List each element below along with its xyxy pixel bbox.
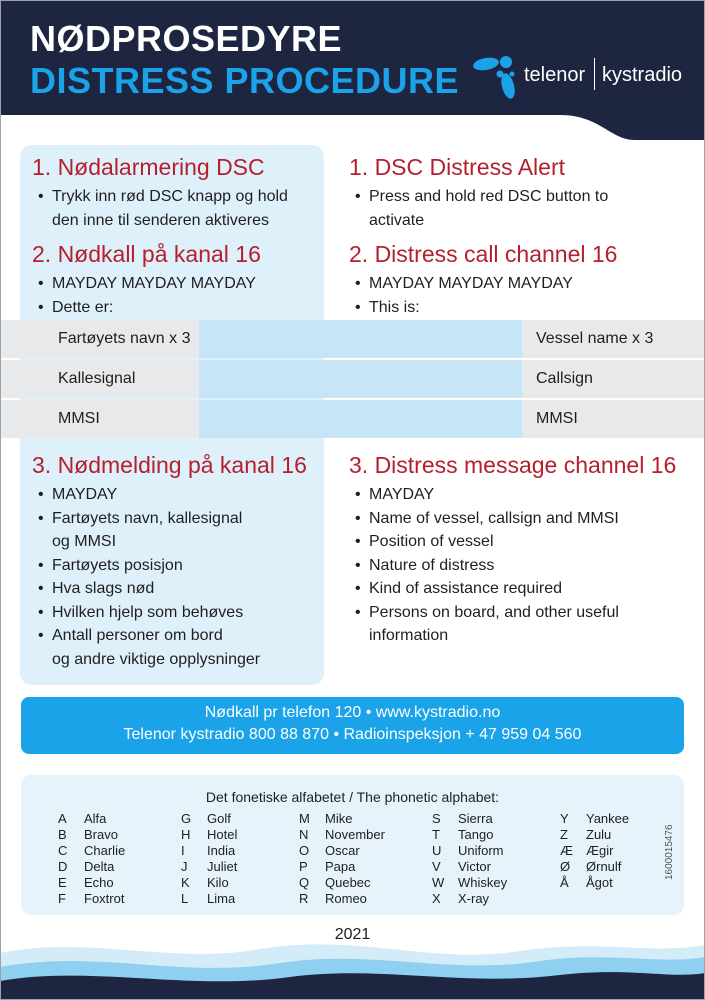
no-s3-bullet: • Fartøyets navn, kallesignal bbox=[32, 507, 307, 531]
phonetic-letter: Y bbox=[560, 811, 569, 826]
en-section-3-heading: 3. Distress message channel 16 bbox=[349, 452, 677, 478]
phonetic-letter: L bbox=[181, 891, 189, 906]
no-section-1-heading: 1. Nødalarmering DSC bbox=[32, 154, 265, 180]
phonetic-word: Ægir bbox=[586, 843, 614, 858]
phonetic-letter: I bbox=[181, 843, 185, 858]
en-s3-bullet: • Position of vessel bbox=[349, 530, 676, 554]
phonetic-letter: J bbox=[181, 859, 188, 874]
phonetic-word: Delta bbox=[84, 859, 115, 874]
no-section-3-heading: 3. Nødmelding på kanal 16 bbox=[32, 452, 307, 478]
phonetic-word: Juliet bbox=[207, 859, 238, 874]
call-table-label-no: Fartøyets navn x 3 bbox=[58, 330, 191, 347]
year: 2021 bbox=[334, 926, 371, 943]
en-s2-bullet: • MAYDAY MAYDAY MAYDAY bbox=[349, 272, 617, 296]
brand-name: telenor bbox=[524, 64, 586, 86]
phonetic-letter: X bbox=[432, 891, 441, 906]
call-table-label-no: MMSI bbox=[58, 410, 100, 427]
phonetic-letter: A bbox=[58, 811, 67, 826]
call-table-label-no: Kallesignal bbox=[58, 370, 136, 387]
phonetic-word: Ørnulf bbox=[586, 859, 622, 874]
en-s1-bullet: • Press and hold red DSC button to bbox=[349, 185, 608, 209]
phonetic-letter: N bbox=[299, 827, 309, 842]
en-section-1-heading: 1. DSC Distress Alert bbox=[349, 154, 565, 180]
phonetic-word: Echo bbox=[84, 875, 114, 890]
phonetic-letter: T bbox=[432, 827, 440, 842]
phonetic-word: Yankee bbox=[586, 811, 630, 826]
phonetic-word: Tango bbox=[458, 827, 494, 842]
phonetic-letter: D bbox=[58, 859, 68, 874]
en-s3-bullet: • Kind of assistance required bbox=[349, 577, 676, 601]
phonetic-word: X-ray bbox=[458, 891, 490, 906]
en-s2-bullet: • This is: bbox=[349, 296, 617, 320]
phonetic-letter: R bbox=[299, 891, 309, 906]
phonetic-word: Quebec bbox=[325, 875, 371, 890]
phonetic-letter: Ø bbox=[560, 859, 571, 874]
no-s3-bullet: • Hva slags nød bbox=[32, 577, 307, 601]
no-section-2-heading: 2. Nødkall på kanal 16 bbox=[32, 241, 261, 267]
phonetic-letter: V bbox=[432, 859, 441, 874]
phonetic-word: November bbox=[325, 827, 385, 842]
phonetic-word: India bbox=[207, 843, 236, 858]
phonetic-word: Victor bbox=[458, 859, 491, 874]
phonetic-letter: P bbox=[299, 859, 308, 874]
title-english: DISTRESS PROCEDURE bbox=[30, 60, 460, 101]
phonetic-letter: U bbox=[432, 843, 442, 858]
phonetic-word: Uniform bbox=[458, 843, 504, 858]
contact-line-2: Telenor kystradio 800 88 870 • Radioinspeksjon + 47 959 04 560 bbox=[123, 726, 582, 743]
phonetic-word: Papa bbox=[325, 859, 356, 874]
phonetic-letter: M bbox=[299, 811, 310, 826]
no-s3-bullet-cont: og MMSI bbox=[52, 533, 117, 550]
phonetic-word: Kilo bbox=[207, 875, 229, 890]
phonetic-letter: G bbox=[181, 811, 192, 826]
phonetic-letter: O bbox=[299, 843, 310, 858]
phonetic-word: Oscar bbox=[325, 843, 360, 858]
phonetic-word: Ågot bbox=[586, 875, 613, 890]
no-s3-bullet: • Antall personer om bord bbox=[32, 624, 307, 648]
no-s2-bullet: • MAYDAY MAYDAY MAYDAY bbox=[32, 272, 261, 296]
tagline: safety at sea bbox=[613, 111, 682, 125]
phonetic-word: Bravo bbox=[84, 827, 118, 842]
phonetic-word: Hotel bbox=[207, 827, 238, 842]
phonetic-letter: Q bbox=[299, 875, 310, 890]
en-section-2-heading: 2. Distress call channel 16 bbox=[349, 241, 618, 267]
no-s3-bullet: • Hvilken hjelp som behøves bbox=[32, 601, 307, 625]
en-s3-bullet-cont: information bbox=[369, 627, 449, 644]
title-norwegian: NØDPROSEDYRE bbox=[30, 18, 343, 59]
en-s3-bullet: • Nature of distress bbox=[349, 554, 676, 578]
phonetic-word: Charlie bbox=[84, 843, 126, 858]
phonetic-word: Alfa bbox=[84, 811, 107, 826]
en-s3-bullet: • Persons on board, and other useful bbox=[349, 601, 676, 625]
phonetic-word: Mike bbox=[325, 811, 353, 826]
phonetic-letter: F bbox=[58, 891, 66, 906]
phonetic-word: Lima bbox=[207, 891, 236, 906]
phonetic-letter: W bbox=[432, 875, 445, 890]
no-s3-bullet: • Fartøyets posisjon bbox=[32, 554, 307, 578]
phonetic-word: Sierra bbox=[458, 811, 493, 826]
en-s3-bullet: • MAYDAY bbox=[349, 483, 676, 507]
phonetic-letter: S bbox=[432, 811, 441, 826]
call-table-label-en: MMSI bbox=[536, 410, 578, 427]
phonetic-letter: C bbox=[58, 843, 68, 858]
phonetic-word: Golf bbox=[207, 811, 231, 826]
call-table-label-en: Vessel name x 3 bbox=[536, 330, 654, 347]
phonetic-word: Romeo bbox=[325, 891, 367, 906]
no-s3-bullet-cont: og andre viktige opplysninger bbox=[52, 650, 261, 668]
contact-line-1: Nødkall pr telefon 120 • www.kystradio.no bbox=[204, 704, 501, 721]
call-table-label-en: Callsign bbox=[536, 370, 593, 387]
no-s1-bullet: • Trykk inn rød DSC knapp og hold bbox=[32, 185, 288, 209]
brand-product: kystradio bbox=[602, 64, 683, 86]
phonetic-word: Zulu bbox=[586, 827, 612, 842]
en-s3-bullet: • Name of vessel, callsign and MMSI bbox=[349, 507, 676, 531]
phonetic-letter: B bbox=[58, 827, 67, 842]
phonetic-letter: H bbox=[181, 827, 191, 842]
no-s1-bullet-cont: den inne til senderen aktiveres bbox=[52, 211, 270, 229]
phonetic-letter: Æ bbox=[560, 843, 573, 858]
phonetic-word: Whiskey bbox=[458, 875, 508, 890]
no-s2-bullet: • Dette er: bbox=[32, 296, 261, 320]
phonetic-letter: K bbox=[181, 875, 190, 890]
phonetic-alphabet-title: Det fonetiske alfabetet / The phonetic alphabet: bbox=[205, 789, 500, 805]
phonetic-letter: Z bbox=[560, 827, 568, 842]
en-s1-bullet-cont: activate bbox=[369, 211, 425, 229]
phonetic-letter: Å bbox=[560, 875, 569, 890]
phonetic-word: Foxtrot bbox=[84, 891, 125, 906]
no-s3-bullet: • MAYDAY bbox=[32, 483, 307, 507]
phonetic-letter: E bbox=[58, 875, 67, 890]
document-code: 1600015476 bbox=[664, 824, 675, 880]
